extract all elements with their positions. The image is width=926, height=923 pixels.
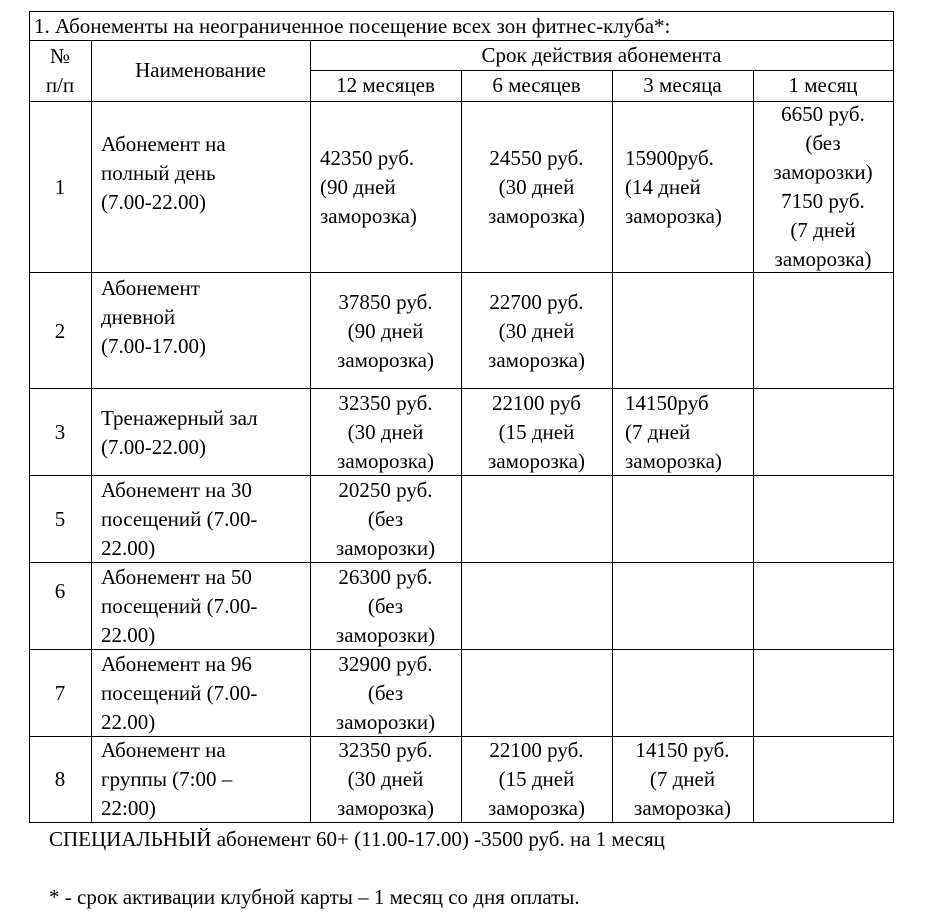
header-num: № п/п — [45, 44, 75, 97]
row-name: Абонемент на 30 посещений (7.00- 22.00) — [101, 478, 258, 560]
price-6-months: 22700 руб. (30 дней заморозка) — [488, 290, 585, 372]
row-number: 7 — [54, 681, 66, 705]
price-6-months: 22100 руб (15 дней заморозка) — [488, 391, 585, 473]
price-12-months: 32900 руб. (без заморозки) — [335, 652, 436, 734]
row-name: Абонемент на 96 посещений (7.00- 22.00) — [101, 652, 258, 734]
row-name: Абонемент на 50 посещений (7.00- 22.00) — [101, 565, 258, 647]
row-number: 3 — [54, 420, 66, 444]
footnote: * - срок активации клубной карты – 1 месяц со дня оплаты. — [49, 885, 580, 909]
table-title: 1. Абонементы на неограниченное посещение всех зон фитнес-клуба*: — [34, 14, 671, 38]
table-border-right — [893, 11, 894, 823]
price-1-month: 6650 руб. (без заморозки) 7150 руб. (7 дней заморозка) — [773, 102, 873, 271]
row-name: Абонемент дневной (7.00-17.00) — [101, 276, 206, 358]
price-12-months: 20250 руб. (без заморозки) — [335, 478, 436, 560]
price-6-months: 24550 руб. (30 дней заморозка) — [488, 146, 585, 228]
row-name: Абонемент на группы (7:00 – 22:00) — [101, 738, 233, 820]
price-12-months: 37850 руб. (90 дней заморозка) — [337, 290, 434, 372]
price-3-months: 14150руб (7 дней заморозка) — [625, 391, 722, 473]
price-12-months: 26300 руб. (без заморозки) — [335, 565, 436, 647]
header-1-month: 1 месяц — [788, 73, 858, 97]
price-12-months: 32350 руб. (30 дней заморозка) — [337, 391, 434, 473]
header-12-months: 12 месяцев — [336, 73, 435, 97]
price-12-months: 42350 руб. (90 дней заморозка) — [320, 146, 417, 228]
price-6-months: 22100 руб. (15 дней заморозка) — [488, 738, 585, 820]
row-number: 2 — [54, 319, 66, 343]
header-name: Наименование — [135, 58, 266, 82]
row-number: 6 — [54, 579, 66, 603]
row-number: 8 — [54, 767, 66, 791]
table-divider — [91, 40, 92, 823]
row-number: 5 — [54, 507, 66, 531]
row-name: Тренажерный зал (7.00-22.00) — [101, 406, 258, 459]
price-3-months: 15900руб. (14 дней заморозка) — [625, 146, 722, 228]
header-3-months: 3 месяца — [643, 73, 722, 97]
row-name: Абонемент на полный день (7.00-22.00) — [101, 132, 226, 214]
header-6-months: 6 месяцев — [492, 73, 581, 97]
special-offer-note: СПЕЦИАЛЬНЫЙ абонемент 60+ (11.00-17.00) -3500 руб. на 1 месяц — [49, 827, 665, 851]
table-divider — [612, 70, 613, 823]
price-12-months: 32350 руб. (30 дней заморозка) — [337, 738, 434, 820]
row-number: 1 — [54, 175, 66, 199]
price-table — [29, 11, 893, 822]
header-period: Срок действия абонемента — [481, 43, 722, 67]
price-3-months: 14150 руб. (7 дней заморозка) — [634, 738, 731, 820]
